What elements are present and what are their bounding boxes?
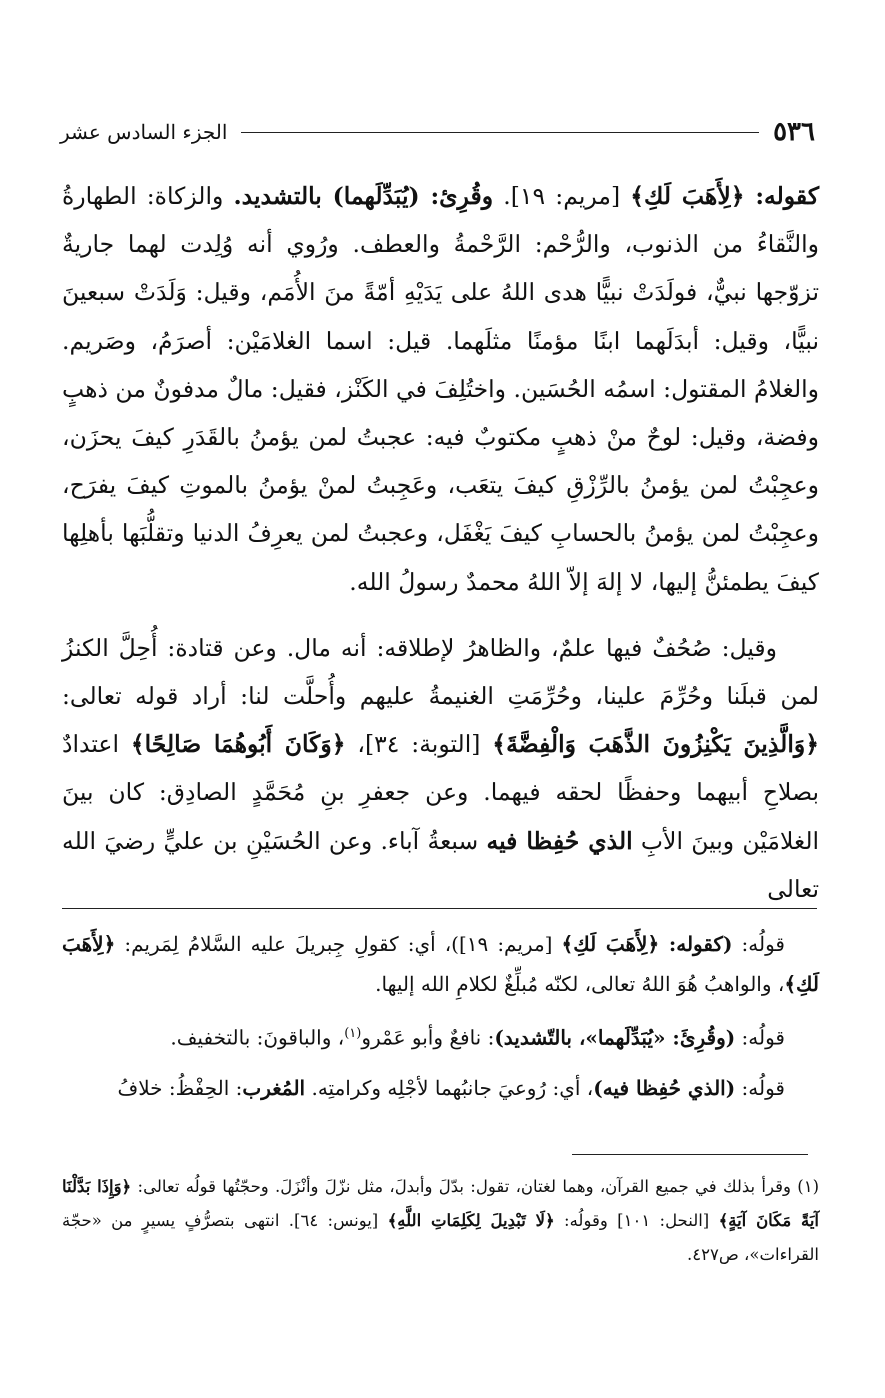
commentary-paragraph-2 xyxy=(62,1014,819,1058)
text-segment: (١) وقرأ بذلك في جميع القرآن، وهما لغتان، تقول: بدّلَ وأبدلَ، مثل نزّلَ وأنْزَلَ. وحجّتُها قولُه تعالى: xyxy=(131,1177,819,1196)
commentary-paragraph-1 xyxy=(62,924,819,1004)
text-segment: [التوبة: ٣٤]، xyxy=(345,730,493,759)
text-segment: قولُه: xyxy=(732,932,785,956)
commentary-section xyxy=(62,924,819,1118)
footnote-section xyxy=(62,1170,819,1272)
text-segment: وقيل: صُحُفٌ فيها علمٌ، والظاهرُ لإطلاقه: أنه مال. وعن قتادة: أُحِلَّ الكنزُ لمن قبلَنا وحُرِّمَ علينا، وحُرِّمَتِ الغنيمةُ عليهم وأُحلَّت لنا: أراد قوله تعالى: xyxy=(62,633,819,711)
text-segment: [مريم: ١٩]. xyxy=(493,182,631,210)
text-segment: ، أي: رُوعيَ جانبُهما لأجْلِه وكرامتِه. xyxy=(305,1075,594,1100)
text-segment: (كقوله: ﴿لِأَهَبَ لَكِ﴾ xyxy=(561,932,733,956)
text-segment: ﴿وَالَّذِينَ يَكْنِزُونَ الذَّهَبَ وَالْفِضَّةَ﴾ xyxy=(492,730,819,759)
text-segment: ﴿لِأَهَبَ لَكِ﴾ xyxy=(630,182,745,210)
text-segment: قولُه: xyxy=(735,1025,785,1050)
text-segment: : نافعٌ وأبو عَمْرو xyxy=(361,1025,495,1050)
running-header xyxy=(60,112,815,152)
text-segment: سبعةُ آباء. وعن الحُسَيْنِ بن عليٍّ رضيَ الله تعالى xyxy=(62,826,819,903)
text-segment: المُغرب xyxy=(242,1075,306,1100)
text-segment: ﴿لِأَهَبَ لَكِ﴾ xyxy=(62,932,819,996)
text-segment: كقوله: xyxy=(744,182,820,210)
main-paragraph-1 xyxy=(62,172,819,606)
text-segment: [النحل: ١٠١] وقولُه: xyxy=(554,1211,719,1230)
header-rule xyxy=(241,132,759,133)
footnote-marker: (١) xyxy=(344,1026,362,1041)
text-segment: [يونس: ٦٤]. انتهى بتصرُّفٍ يسيرٍ من «حجّة القراءات»، ص٤٢٧. xyxy=(62,1211,819,1264)
text-segment: (الذي حُفِظا فيه) xyxy=(593,1075,736,1100)
text-segment: [مريم: ١٩])، أي: كقولِ جِبريلَ عليه السَّلامُ لِمَريم: xyxy=(115,932,562,956)
text-segment: ﴿وَكَانَ أَبُوهُمَا صَالِحًا﴾ xyxy=(130,730,346,759)
footnote-separator xyxy=(572,1154,808,1155)
text-segment: ، والواهبُ هُوَ اللهُ تعالى، لكنّه مُبلِّغٌ لكلامِ الله إليها. xyxy=(375,972,785,996)
text-segment: ، والباقونَ: بالتخفيف. xyxy=(170,1025,345,1050)
text-segment: وقُرِئ: (يُبَدِّلَهما) بالتشديد. xyxy=(233,182,494,210)
text-segment: قولُه: xyxy=(735,1075,785,1100)
text-segment: ﴿لَا تَبْدِيلَ لِكَلِمَاتِ اللَّهِ﴾ xyxy=(387,1211,555,1230)
text-segment: : الحِفْظُ: خلافُ xyxy=(117,1075,243,1100)
text-segment: (وقُرِئَ: «يُبَدِّلَهما»، بالتّشديد) xyxy=(494,1025,736,1050)
text-segment: والزكاة: الطهارةُ والنَّقاءُ من الذنوب، والرُّحْم: الرَّحْمةُ والعطف. ورُوي أنه وُلِدت لهما جاريةٌ تزوّجها نبيٌّ، فولَدَتْ نبيًّا هدى اللهُ على يَدَيْهِ أمّةً منَ الأُمَم، وقيل: وَلَدَتْ سبعينَ نبيًّا، وقيل: أبدَلَهما ابنًا مؤمنًا مثلَهما. قيل: اسما الغلامَيْن: أصرَمُ، وصَريم. والغلامُ المقتول: اسمُه الحُسَين. واختُلِفَ في الكَنْز، فقيل: مالٌ مدفونٌ من ذهبٍ وفضة، وقيل: لوحٌ منْ ذهبٍ مكتوبٌ فيه: عجبتُ لمن يؤمنُ بالقَدَرِ كيفَ يحزَن، وعجِبْتُ لمن يؤمنُ بالرِّزْقِ كيفَ يتعَب، وعَجِبتُ لمنْ يؤمنُ بالموتِ كيفَ يفرَح، وعجِبْتُ لمن يؤمنُ بالحسابِ كيفَ يَغْفَل، وعجبتُ لمن يعرِفُ الدنيا وتقلُّبَها بأهلِها كيفَ يطمئنُّ إليها، لا إلهَ إلاّ اللهُ محمدٌ رسولُ الله. xyxy=(62,182,819,596)
page-number: ٥٣٦ xyxy=(773,117,815,147)
volume-title: الجزء السادس عشر xyxy=(60,120,228,144)
footnote-1 xyxy=(62,1170,819,1272)
text-segment: اعتدادٌ بصلاحِ أبيهما وحفظًا لحقه فيهما. وعن جعفرِ بنِ مُحَمَّدٍ الصادِق: كان بينَ الغلامَيْن وبينَ الأبِ xyxy=(62,730,820,855)
text-segment: الذي حُفِظا فيه xyxy=(486,826,633,855)
commentary-separator xyxy=(62,908,817,909)
commentary-paragraph-3 xyxy=(62,1068,819,1108)
main-paragraph-2 xyxy=(62,624,819,913)
text-segment: ﴿وَإِذَا بَدَّلْنَا آيَةً مَكَانَ آيَةٍ﴾ xyxy=(62,1177,820,1230)
main-text xyxy=(62,172,819,913)
